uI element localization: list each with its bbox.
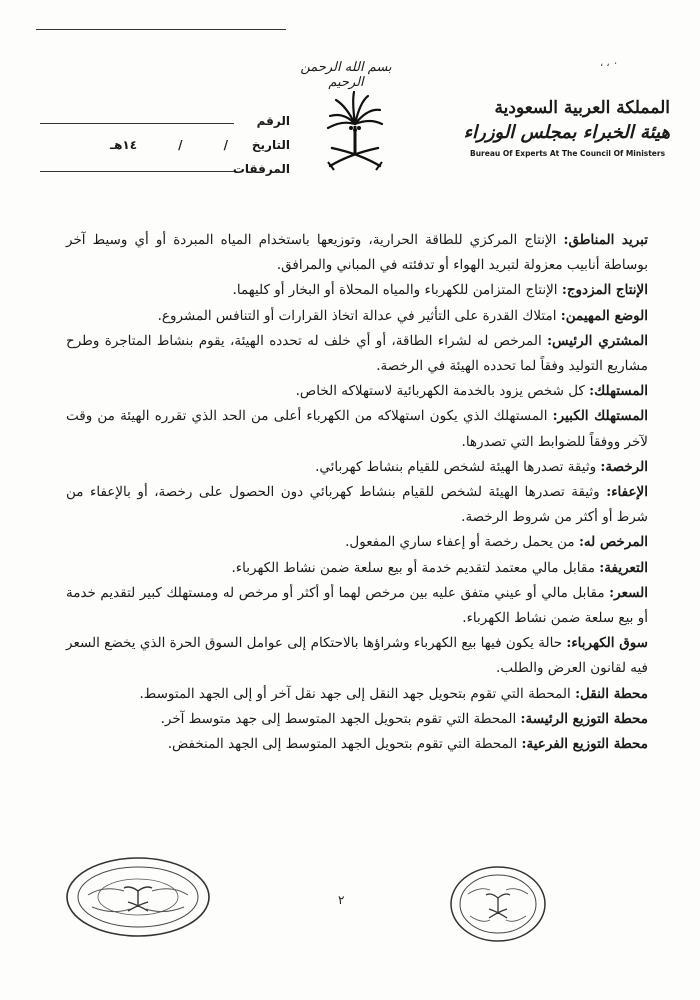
definition-item [66, 530, 648, 555]
definition-item [66, 732, 648, 757]
definition-item [66, 329, 648, 379]
definition-text: المحطة التي تقوم بتحويل جهد النقل إلى جهد نقل آخر أو إلى الجهد المتوسط. [139, 685, 576, 702]
definition-term: الوضع المهيمن: [560, 307, 648, 324]
definition-item [66, 480, 648, 530]
definition-item [66, 455, 648, 480]
date-separator-1: / [178, 138, 183, 152]
definition-item [66, 581, 648, 631]
definition-item [66, 304, 648, 329]
date-label: التاريخ [251, 138, 290, 152]
org-body-name: هيئة الخبراء بمجلس الوزراء [463, 122, 670, 143]
definition-item [66, 682, 648, 707]
definition-term: الرخصة: [600, 458, 648, 475]
attachments-blank-line [40, 170, 234, 172]
definition-term: المستهلك: [589, 383, 648, 400]
attachments-row [40, 152, 290, 176]
definition-item [66, 707, 648, 732]
definition-text: حالة يكون فيها بيع الكهرباء وشراؤها بالاحتكام إلى عوامل السوق الحرة الذي يخضع السعر فيه لقانون العرض والطلب. [66, 635, 648, 677]
reference-fields [40, 104, 290, 176]
page-number: ٢ [338, 893, 345, 907]
definition-text: الإنتاج المركزي للطاقة الحرارية، وتوزيعها باستخدام المياه المبردة أو أي وسيط آخر بوساطة أنابيب معزولة لتبريد الهواء أو تدفئته في المباني والمرافق. [66, 232, 648, 274]
definition-text: من يحمل رخصة أو إعفاء ساري المفعول. [345, 534, 579, 551]
definition-term: المستهلك الكبير: [552, 408, 648, 425]
definition-text: المستهلك الذي يكون استهلاكه من الكهرباء أعلى من الحد الذي تقرره الهيئة من وقت لآخر ووفقاً للضوابط التي تصدرها. [66, 408, 648, 450]
corner-marks: ، ، ٠ [600, 58, 619, 69]
definition-text: المرخص له لشراء الطاقة، أو أي خلف له تحدده الهيئة، يقوم بنشاط المتاجرة وطرح مشاريع التوليد وفقاً لما تحدده الهيئة في الرخصة. [66, 332, 648, 375]
date-separator-2: / [223, 138, 228, 152]
definition-item [66, 631, 648, 681]
definition-term: الإنتاج المزدوج: [561, 282, 648, 299]
date-value [40, 138, 234, 152]
number-row [40, 104, 290, 128]
definition-text: وثيقة تصدرها الهيئة لشخص للقيام بنشاط كهربائي. [315, 458, 601, 475]
definition-text: وثيقة تصدرها الهيئة لشخص للقيام بنشاط كهربائي دون الحصول على رخصة، أو بالإعفاء من شرط أو أكثر من شروط الرخصة. [66, 484, 648, 526]
definition-item [66, 556, 648, 581]
definition-term: محطة النقل: [575, 685, 648, 702]
definition-term: السعر: [609, 584, 648, 601]
number-label: الرقم [256, 114, 290, 128]
definition-text: المحطة التي تقوم بتحويل الجهد المتوسط إلى الجهد المنخفض. [167, 736, 522, 753]
attachments-label: المرفقات [232, 162, 290, 176]
definition-term: محطة التوزيع الرئيسة: [520, 710, 648, 727]
basmala: بسم الله الرحمن الرحيم [300, 60, 392, 90]
org-name-english: Bureau Of Experts At The Council Of Ministers [470, 149, 666, 158]
org-name: المملكة العربية السعودية [494, 98, 670, 118]
saudi-emblem-icon [324, 88, 386, 180]
definition-text: مقابل مالي أو عيني متفق عليه بين مرخص لهما أو أكثر أو مرخص له ومستهلك كبير لتقديم خدمة أو بيع سلعة ضمن نشاط الكهرباء. [66, 584, 648, 627]
definition-item [66, 278, 648, 303]
definition-term: المرخص له: [578, 534, 648, 551]
definition-item [66, 228, 648, 278]
top-rule [36, 29, 286, 30]
number-blank-line [40, 122, 234, 124]
official-seal-left [64, 855, 212, 939]
official-seal-right [448, 864, 548, 944]
definition-text: مقابل مالي معتمد لتقديم خدمة أو بيع سلعة ضمن نشاط الكهرباء. [231, 559, 600, 576]
definition-term: تبريد المناطق: [563, 232, 649, 248]
letterhead [463, 98, 670, 158]
definition-term: الإعفاء: [606, 484, 648, 501]
definition-term: المشتري الرئيس: [547, 332, 648, 349]
definition-term: التعريفة: [599, 559, 648, 576]
definition-text: المحطة التي تقوم بتحويل الجهد المتوسط إلى جهد متوسط آخر. [160, 710, 521, 727]
definition-term: محطة التوزيع الفرعية: [521, 736, 648, 753]
definition-item [66, 379, 648, 404]
date-year: ١٤هـ [110, 138, 138, 152]
definitions-list [66, 228, 648, 757]
definition-text: امتلاك القدرة على التأثير في عدالة اتخاذ القرارات أو التنافس المشروع. [157, 307, 561, 324]
date-row [40, 128, 290, 152]
definition-text: الإنتاج المتزامن للكهرباء والمياه المحلاة أو البخار أو كليهما. [232, 282, 562, 299]
definition-item [66, 404, 648, 454]
definition-term: سوق الكهرباء: [566, 635, 648, 652]
definition-text: كل شخص يزود بالخدمة الكهربائية لاستهلاكه الخاص. [295, 383, 590, 400]
